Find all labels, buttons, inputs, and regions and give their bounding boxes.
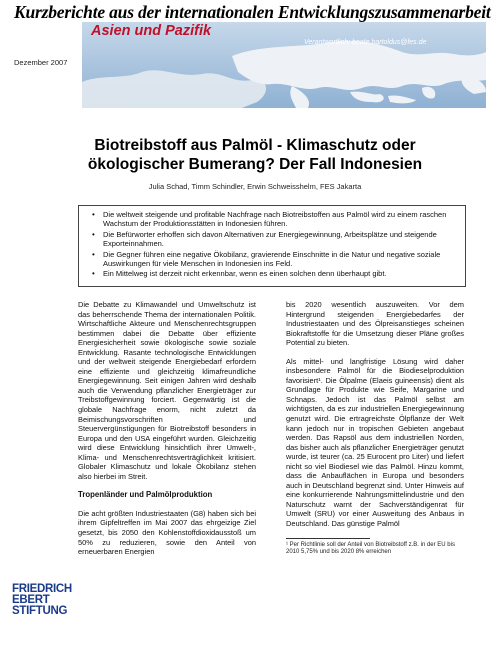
region-title: Asien und Pazifik [91,23,212,39]
summary-box [78,205,466,287]
body-paragraph: Die Debatte zu Klimawandel und Umweltschutz ist das beherrschende Thema der internationalen Politik. Wirtschaftliche Akteure und Menschenrechtsgruppen bestimmen dabei die Debatte über effiziente Energiesicherheit sowie ökologische sowie soziale Entwicklung. Rasante technologische Entwicklungen und der weltweit steigende Energiebedarf erfordern eine effiziente und gleichzeitig klimafreundliche Energiegewinnung. Seit einigen Jahren wird deshalb auch die Verwendung pflanzlicher Energieträger zur Treibstoffgewinnung forciert. Gegenwärtig ist die globale Nachfrage enorm, nicht zuletzt da Beimischungsvorschriften und Steuervergünstigungen für Biotreibstoff besonders in Europa und den USA eingeführt wurden. Gleichzeitig wird diese Entwicklung hinsichtlich ihrer Umwelt-, Klima- und Menschenrechtsverträglichkeit kritisiert. Globaler Klimaschutz und lokale Ökobilanz stehen also hierbei im Streit. [78,300,256,481]
fes-logo [12,584,92,617]
publication-date: Dezember 2007 [14,58,68,67]
body-column-right [286,300,464,557]
summary-item: • Die Gegner führen eine negative Ökobilanz, gravierende Einschnitte in die Natur und negative soziale Auswirkungen für viele Menschen in Indonesien ins Feld. [103,250,457,269]
body-paragraph: bis 2020 wesentlich auszuweiten. Vor dem Hintergrund steigenden Energiebedarfes der Industriestaaten und des Ölpreisanstieges scheinen Biokraftstoffe für die Umsetzung dieser Pläne großes Potential zu bieten. [286,300,464,348]
summary-list [89,210,457,279]
footnote: ¹ Per Richtlinie soll der Anteil von Biotreibstoff z.B. in der EU bis 2010 5,75% und bis 2020 8% erreichen [286,541,455,556]
region-banner [82,22,486,108]
body-column-left [78,300,256,566]
contact-email[interactable]: Verantwortlich: beate.bartoldus@fes.de [304,39,427,46]
summary-item: • Die Befürworter erhoffen sich davon Alternativen zur Energiegewinnung, Arbeitsplätze und steigende Exporteinnahmen. [103,230,457,249]
logo-line-1: FRIEDRICH [12,583,72,595]
logo-line-2: EBERT [12,594,50,606]
logo-line-3: STIFTUNG [12,605,68,617]
authors-line: Julia Schad, Timm Schindler, Erwin Schweisshelm, FES Jakarta [148,182,362,191]
summary-item: • Ein Mittelweg ist derzeit nicht erkennbar, wenn es einen solchen denn überhaupt gibt. [103,269,457,278]
body-paragraph: Die acht größten Industriestaaten (G8) haben sich bei ihrem Gipfeltreffen im Mai 2007 das ehrgeizige Ziel gesetzt, bis 2050 den Kohlenstoffdioxidausstoß um 50% zu reduzieren, sowie den Anteil von erneuerbaren Energien [78,508,256,557]
headline-line-2: ökologischer Bumerang? Der Fall Indonesien [87,156,423,173]
headline-line-1: Biotreibstoff aus Palmöl - Klimaschutz oder [94,137,416,154]
summary-item: • Die weltweit steigende und profitable Nachfrage nach Biotreibstoffen aus Palmöl wird zu einem raschen Wachstum der Produktionsstätten in Indonesien führen. [103,210,457,229]
article-headline [40,136,470,174]
section-heading: Tropenländer und Palmölproduktion [78,490,213,500]
series-title: Kurzberichte aus der internationalen Entwicklungszusammenarbeit [14,2,491,22]
footnote-divider [286,538,370,539]
body-paragraph: Als mittel- und langfristige Lösung wird daher insbesondere Palmöl für die Biodieselproduktion favorisiert¹. Die Ölpalme (Elaeis guineensis) dient als Grundlage für Produkte wie Seife, Margarine und Schnaps. Jedoch ist das Palmöl selbst am wichtigsten, da es zur industriellen Energiegewinnung genutzt wird. Die ertragreichste Ölpflanze der Welt kann jedoch nur in tropischen Gebieten angebaut werden. Das Rapsöl aus dem industriellen Norden, das bisher auch als pflanzlicher Energieträger genutzt wurde, ist teurer (ca. 25 Eurocent pro Liter) und liefert nicht so viel Biodiesel wie das Palmöl. Hinzu kommt, dass die Anbauflächen in Europa und besonders auch in Deutschland begrenzt sind. Unter Hinweis auf eine konkurrierende Nahrungsmittelindustrie und den Naturschutz warnt der Sachverständigenrat für Umwelt (SRU) vor einer Ausweitung des Anbaus in Deutschland. Das günstige Palmöl [286,356,464,529]
